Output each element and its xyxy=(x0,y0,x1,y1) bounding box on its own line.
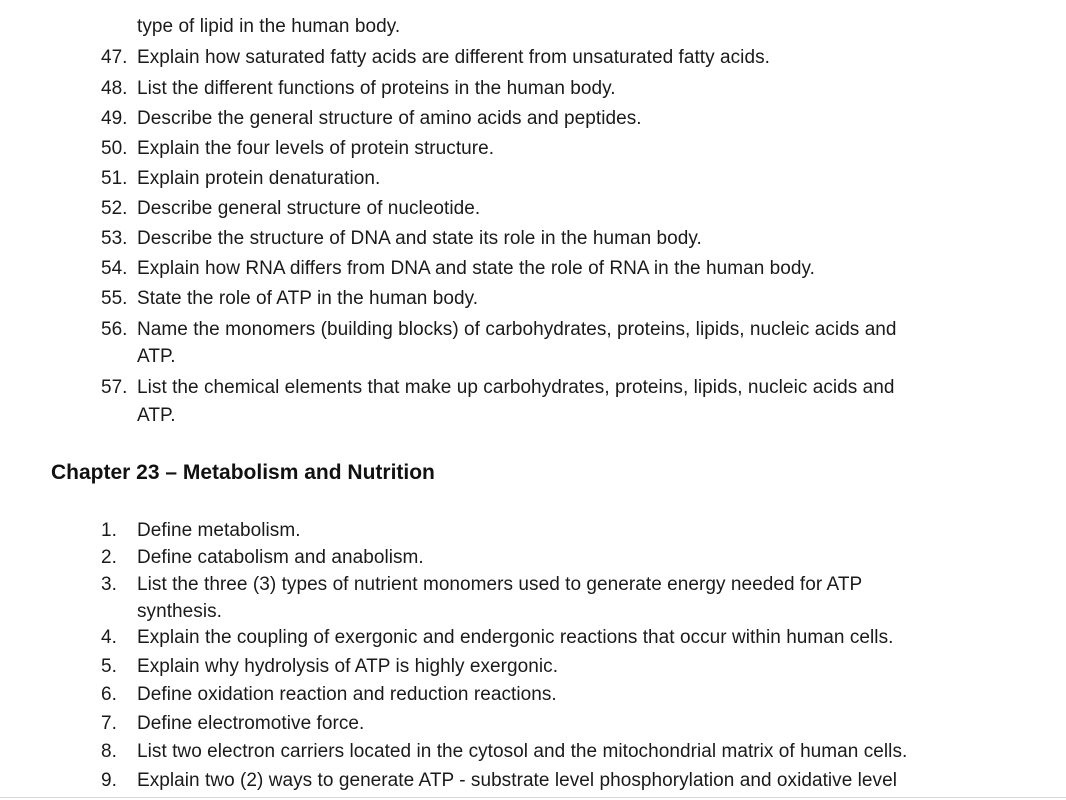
list-item-text: List the chemical elements that make up carbohydrates, proteins, lipids, nucleic acids and xyxy=(137,377,895,398)
list-item-number: 56. xyxy=(101,319,128,340)
list-item-number: 9. xyxy=(101,770,117,791)
list-item-text-continued: ATP. xyxy=(137,405,176,426)
list-item-number: 48. xyxy=(101,78,128,99)
list-item-number: 1. xyxy=(101,520,117,541)
list-item-number: 54. xyxy=(101,258,128,279)
list-item-number: 47. xyxy=(101,47,128,68)
list-item-text-continued: synthesis. xyxy=(137,601,222,622)
list-item-number: 55. xyxy=(101,288,128,309)
list-item-text: Name the monomers (building blocks) of carbohydrates, proteins, lipids, nucleic acids and xyxy=(137,319,897,340)
list-item-text-continued: ATP. xyxy=(137,346,176,367)
list-item-text: Explain the coupling of exergonic and endergonic reactions that occur within human cells. xyxy=(137,627,894,648)
list-item-text: Define oxidation reaction and reduction reactions. xyxy=(137,684,557,705)
list-item-text: Explain the four levels of protein structure. xyxy=(137,138,495,159)
list-item-number: 3. xyxy=(101,574,117,595)
list-item-text: Define catabolism and anabolism. xyxy=(137,547,424,568)
list-item-text: Define electromotive force. xyxy=(137,713,365,734)
list-item-number: 2. xyxy=(101,547,117,568)
list-item-text: Describe general structure of nucleotide. xyxy=(137,198,481,219)
list-item-number: 5. xyxy=(101,656,117,677)
continued-item-text: type of lipid in the human body. xyxy=(137,16,401,37)
list-item-number: 6. xyxy=(101,684,117,705)
list-item-text: List the different functions of proteins in the human body. xyxy=(137,78,616,99)
list-item-number: 51. xyxy=(101,168,128,189)
list-item-text: State the role of ATP in the human body. xyxy=(137,288,479,309)
list-item-number: 4. xyxy=(101,627,117,648)
page-bottom-divider xyxy=(0,797,1066,798)
list-item-number: 50. xyxy=(101,138,128,159)
list-item-text: Explain protein denaturation. xyxy=(137,168,381,189)
list-item-number: 57. xyxy=(101,377,128,398)
list-item-number: 7. xyxy=(101,713,117,734)
list-item-text: List the three (3) types of nutrient monomers used to generate energy needed for ATP xyxy=(137,574,863,595)
list-item-text: Explain why hydrolysis of ATP is highly exergonic. xyxy=(137,656,559,677)
list-item-text: Explain how saturated fatty acids are different from unsaturated fatty acids. xyxy=(137,47,770,68)
list-item-text: Describe the general structure of amino acids and peptides. xyxy=(137,108,642,129)
list-item-text: Define metabolism. xyxy=(137,520,301,541)
list-item-number: 53. xyxy=(101,228,128,249)
chapter-heading: Chapter 23 – Metabolism and Nutrition xyxy=(51,461,435,484)
list-item-text: Describe the structure of DNA and state its role in the human body. xyxy=(137,228,702,249)
list-item-text: Explain how RNA differs from DNA and state the role of RNA in the human body. xyxy=(137,258,815,279)
list-item-text: Explain two (2) ways to generate ATP - substrate level phosphorylation and oxidative level xyxy=(137,770,897,791)
list-item-number: 49. xyxy=(101,108,128,129)
list-item-text: List two electron carriers located in the cytosol and the mitochondrial matrix of human cells. xyxy=(137,741,908,762)
list-item-number: 52. xyxy=(101,198,128,219)
list-item-number: 8. xyxy=(101,741,117,762)
